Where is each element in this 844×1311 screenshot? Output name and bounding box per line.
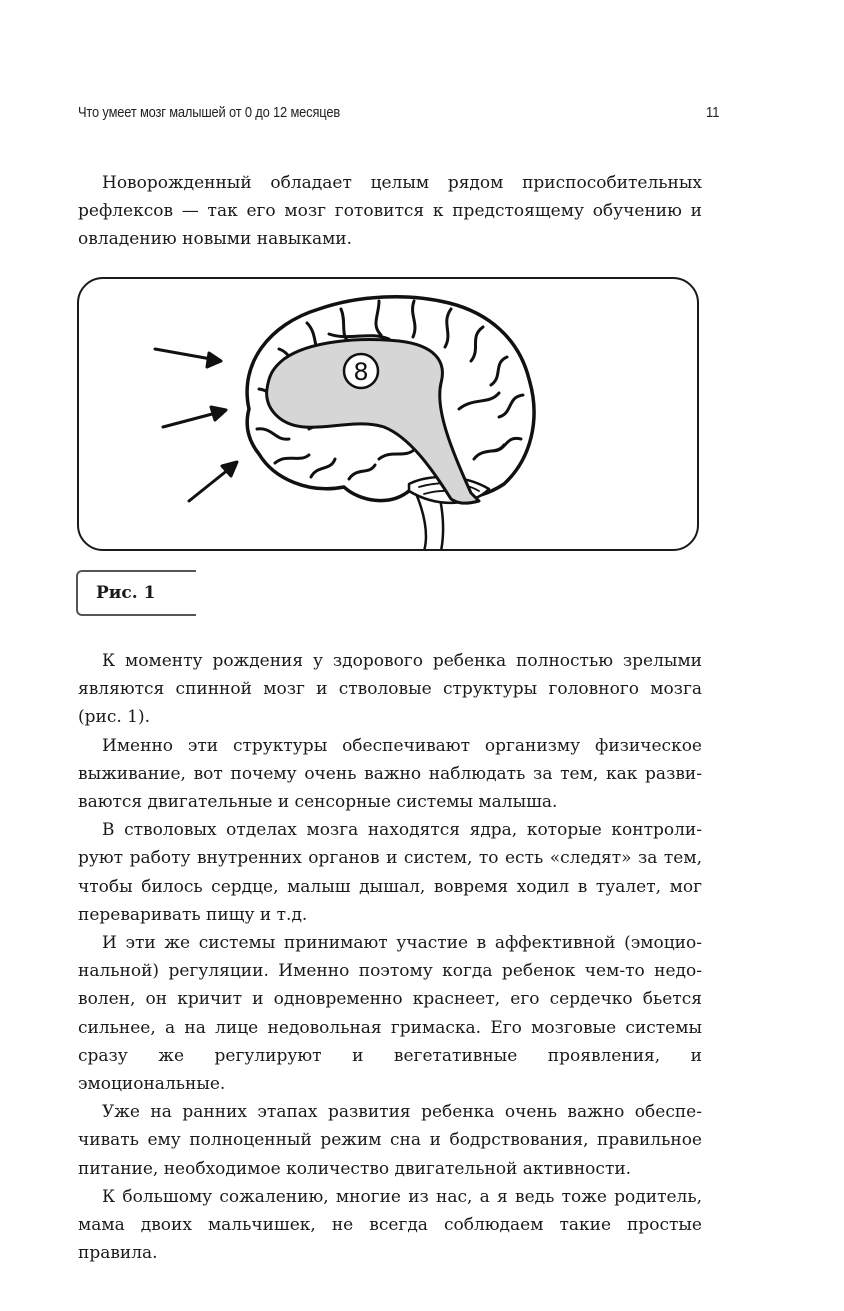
arrow-icon: [189, 462, 237, 501]
paragraph: К большому сожалению, многие из нас, а я ведь тоже родитель, мама двоих мальчишек, не всегда соблюдаем такие простые правила.: [78, 1186, 702, 1264]
paragraph: И эти же системы принимают участие в аффективной (эмоциональной) регуляции. Именно поэтому когда ребенок чем-то недоволен, он кричит и одновременно краснеет, его сердечко бьется сильнее, а на лице недовольная гримаска. Его мозговые системы сразу же регулируют и вегетативные проявления, и эмоциональные.: [78, 933, 702, 1095]
paragraph: К моменту рождения у здорового ребенка полностью зрелыми являются спинной мозг и стволовые структуры головного мозга (рис. 1).: [78, 651, 702, 728]
page-number: 11: [706, 104, 720, 121]
paragraph: Уже на ранних этапах развития ребенка очень важно обеспечивать ему полноценный режим сна и бодрствования, правильное питание, необходимое количество двигательной активности.: [78, 1102, 702, 1179]
arrow-icon: [163, 407, 226, 427]
paragraph: Именно эти структуры обеспечивают организму физическое выживание, вот почему очень важно наблюдать за тем, как развиваются двигательные и сенсорные системы малыша.: [78, 735, 702, 813]
figure-caption: Рис. 1: [96, 583, 156, 603]
region-marker-icon: [344, 354, 378, 388]
intro-paragraph: Новорожденный обладает целым рядом приспособительных рефлексов — так его мозг готовится к предстоящему обучению и овладению новыми навыками.: [78, 173, 702, 250]
arrow-icon: [155, 349, 221, 367]
body-text: [78, 647, 702, 1267]
figure-caption-frame: [76, 570, 196, 616]
intro-text: [78, 169, 702, 254]
region-marker-label: 8: [353, 358, 369, 386]
paragraph: В стволовых отделах мозга находятся ядра, которые контролируют работу внутренних органов и систем, то есть «следят» за тем, чтобы билось сердце, малыш дышал, вовремя ходил в туалет, мог переваривать пищу и т.д.: [78, 820, 702, 925]
brain-illustration: [79, 279, 699, 551]
figure-frame: [77, 277, 699, 551]
running-head: Что умеет мозг малышей от 0 до 12 месяцев: [78, 104, 341, 121]
